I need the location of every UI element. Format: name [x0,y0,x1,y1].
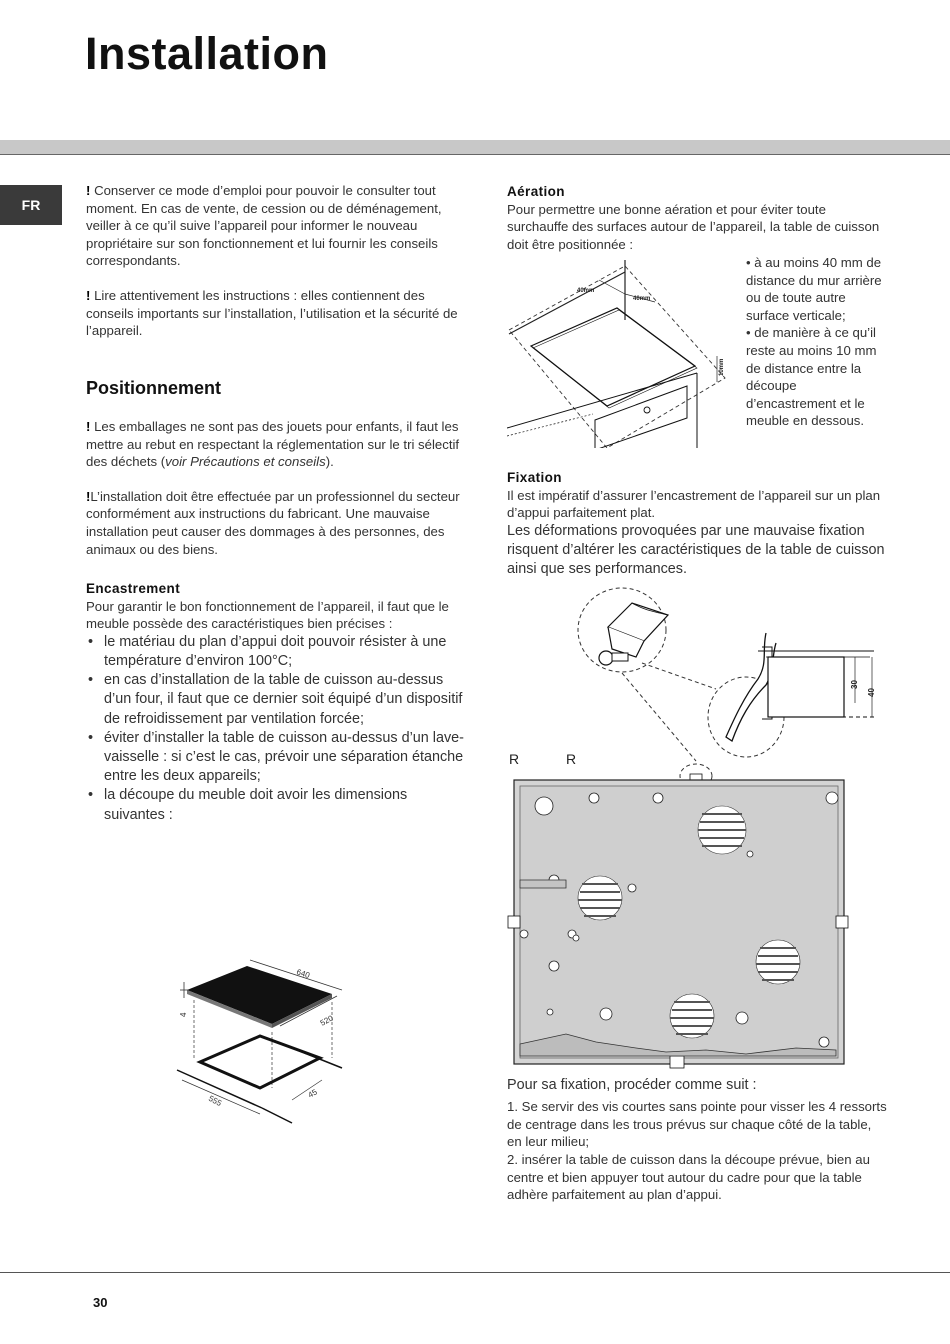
language-tab: FR [0,185,62,225]
procedure-step-1: 1. Se servir des vis courtes sans pointe pour visser les 4 ressorts de centrage dans les trous prévus sur chaque côté de la table, en leur milieu; [507,1099,887,1150]
intro-paragraph-1 [86,182,464,270]
dimension-label: 10mm [719,358,725,376]
fixation-block [507,469,885,579]
positionnement-paragraph-2 [86,488,464,558]
encastrement-text: Pour garantir le bon fonctionnement de l’appareil, il faut que le meuble possède des caractéristiques bien précises : [86,598,449,632]
cutout-dimensions-diagram [172,958,372,1130]
list-item: • la découpe du meuble doit avoir les dimensions suivantes : [86,786,464,824]
worktop-section [768,657,844,717]
aeration-block [507,183,882,253]
list-item: • en cas d’installation de la table de cuisson au-dessus d’un four, il faut que ce dernier soit équipé d’un dispositif de refroidissement par ventilation forcée; [86,671,464,729]
warning-mark: ! [86,183,91,198]
cutout-outline [200,1036,320,1088]
page-number: 30 [93,1295,108,1310]
fixing-spring-detail-diagram [576,585,880,765]
intro-paragraph-2 [86,287,464,340]
front-spring [670,1056,684,1068]
procedure-block [507,1076,887,1204]
pos-text-a: Les emballages ne sont pas des jouets pour enfants, il faut les mettre au rebut en respectant la réglementation sur le tri sélectif des déchets ( [86,419,460,470]
footer-rule [0,1272,950,1273]
dimension-label: 555 [207,1093,224,1109]
dimension-label: 40mm [633,296,651,302]
dimension-label: 40 [867,688,876,697]
r-label-1: R [509,751,520,767]
list-item: • éviter d’installer la table de cuisson au-dessus d’un lave-vaisselle : si c’est le cas, prévoir une séparation étanche entre les deux appareils; [86,729,464,787]
aeration-text: Pour permettre une bonne aération et pour éviter toute surchauffe des surfaces autour de l’appareil, la table de cuisson doit être positionnée : [507,201,880,252]
screw-icon [599,651,613,665]
positionnement-paragraph-1 [86,418,464,471]
hob-top-surface [187,966,332,1024]
hob-underside-diagram [506,762,850,1072]
intro-block [86,182,464,340]
dimension-label: 4 [179,1012,188,1017]
dimension-label: 30 [850,680,859,689]
warning-mark: ! [86,287,91,303]
worktop-outline [509,266,725,448]
procedure-step-2: 2. insérer la table de cuisson dans la découpe prévue, bien au centre et bien appuyer tout autour du cadre pour que la table adhère parfaitement au plan d’appui. [507,1151,870,1203]
pos-text-2: L’installation doit être effectuée par un professionnel du secteur conformément aux instructions du fabricant. Une mauvaise installation peut causer des dommages à des personnes, des animaux ou des biens. [86,488,460,557]
worktop-front-edge [507,373,697,428]
r-label-2: R [566,751,577,767]
dimension-label: 520 [318,1013,335,1028]
warning-mark: ! [86,419,91,434]
intro-text-2: Lire attentivement les instructions : elles contiennent des conseils importants sur l’installation, l’utilisation et la sécurité de l’appareil. [86,287,458,339]
side-spring-left [508,916,520,928]
aeration-point-1: • à au moins 40 mm de distance du mur arrière ou de toute autre surface verticale; [746,255,882,323]
pos-text-b: ). [325,454,334,470]
pos-reference-link: voir Précautions et conseils [165,454,326,470]
aeration-points [746,254,886,430]
encastrement-block [86,580,464,825]
header-band [0,140,950,155]
positionnement-block [86,418,464,558]
intro-text-1: Conserver ce mode d’emploi pour pouvoir le consulter tout moment. En cas de vente, de cession ou de déménagement, veiller à ce qu’il suive l’appareil pour informer le nouveau propriétaire sur son fonctionnement et lui fournir les conseils correspondants. [86,183,442,269]
side-spring-right [836,916,848,928]
list-item: • le matériau du plan d’appui doit pouvoir résister à une température d’environ 100°C; [86,633,464,671]
dimension-label: 40mm [577,288,595,294]
hob-outline [531,308,695,406]
page-title: Installation [85,28,329,79]
procedure-title: Pour sa fixation, procéder comme suit : [507,1077,757,1093]
encastrement-bullet-list [86,633,464,825]
fixation-text-1: Il est impératif d’assurer l’encastrement de l’appareil sur un plan d’appui parfaitement plat. [507,487,881,521]
subsection-title-encastrement: Encastrement [86,581,181,596]
drawer-front [595,386,687,448]
warning-mark: ! [86,488,91,504]
section-title-positionnement: Positionnement [86,378,222,398]
subsection-title-fixation: Fixation [507,470,562,485]
subsection-title-aeration: Aération [507,184,565,199]
dimension-label: 640 [295,967,311,981]
dimension-label: 45 [306,1087,319,1100]
fixation-text-2: Les déformations provoquées par une mauvaise fixation risquent d’altérer les caractéristiques de la table de cuisson ainsi que ses performances. [507,522,885,578]
ventilation-clearance-diagram [507,258,735,448]
drawer-knob [644,407,650,413]
aeration-point-2: • de manière à ce qu’il reste au moins 10 mm de distance entre la découpe d’encastrement et le meuble en dessous. [746,325,877,429]
